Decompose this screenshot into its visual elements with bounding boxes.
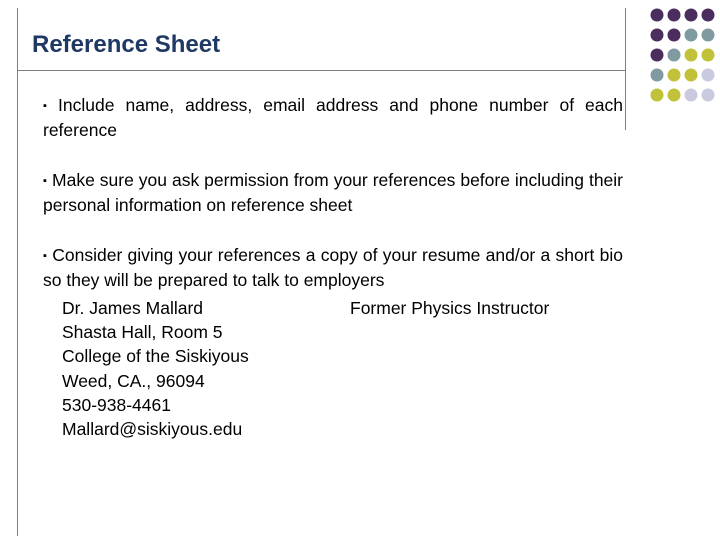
decorative-dot — [668, 89, 681, 102]
decorative-dot — [702, 29, 715, 42]
decorative-dot — [685, 29, 698, 42]
decorative-dot — [651, 49, 664, 62]
corner-vertical-rule — [625, 8, 626, 130]
decorative-dot — [702, 69, 715, 82]
bullet-marker-icon: ▪ — [43, 100, 54, 112]
reference-role: Former Physics Instructor — [350, 298, 550, 318]
decorative-dot — [702, 49, 715, 62]
decorative-dot — [702, 89, 715, 102]
reference-email: Mallard@siskiyous.edu — [62, 419, 243, 440]
reference-name: Dr. James Mallard — [62, 298, 204, 318]
reference-institution: College of the Siskiyous — [62, 346, 249, 367]
decorative-dot — [702, 9, 715, 22]
bullet-item — [43, 243, 623, 292]
decorative-dot — [685, 49, 698, 62]
decorative-dot — [651, 29, 664, 42]
reference-city-state-zip: Weed, CA., 96094 — [62, 370, 205, 391]
decorative-dot — [651, 9, 664, 22]
bullet-item — [43, 168, 623, 217]
decorative-dot — [668, 29, 681, 42]
bullet-marker-icon: ▪ — [43, 175, 48, 187]
decorative-dot — [668, 49, 681, 62]
left-vertical-rule — [17, 8, 18, 536]
decorative-dot — [651, 69, 664, 82]
reference-contact-block — [62, 296, 249, 441]
bullet-list — [43, 93, 623, 318]
title-underline-rule — [17, 70, 625, 71]
bullet-item — [43, 93, 623, 142]
decorative-dot-grid — [635, 5, 720, 115]
decorative-dot — [685, 69, 698, 82]
decorative-dot — [685, 89, 698, 102]
bullet-text: Consider giving your references a copy of your resume and/or a short bio so they will be prepared to talk to employers — [43, 245, 623, 290]
decorative-dot — [668, 69, 681, 82]
bullet-text: Make sure you ask permission from your references before including their personal information on reference sheet — [43, 170, 624, 215]
bullet-marker-icon: ▪ — [43, 250, 48, 262]
decorative-dot — [685, 9, 698, 22]
decorative-dot — [651, 89, 664, 102]
slide-title: Reference Sheet — [32, 31, 221, 58]
bullet-text: Include name, address, email address and phone number of each reference — [43, 95, 624, 140]
reference-address-line: Shasta Hall, Room 5 — [62, 322, 223, 343]
decorative-dot — [668, 9, 681, 22]
reference-phone: 530-938-4461 — [62, 394, 171, 415]
